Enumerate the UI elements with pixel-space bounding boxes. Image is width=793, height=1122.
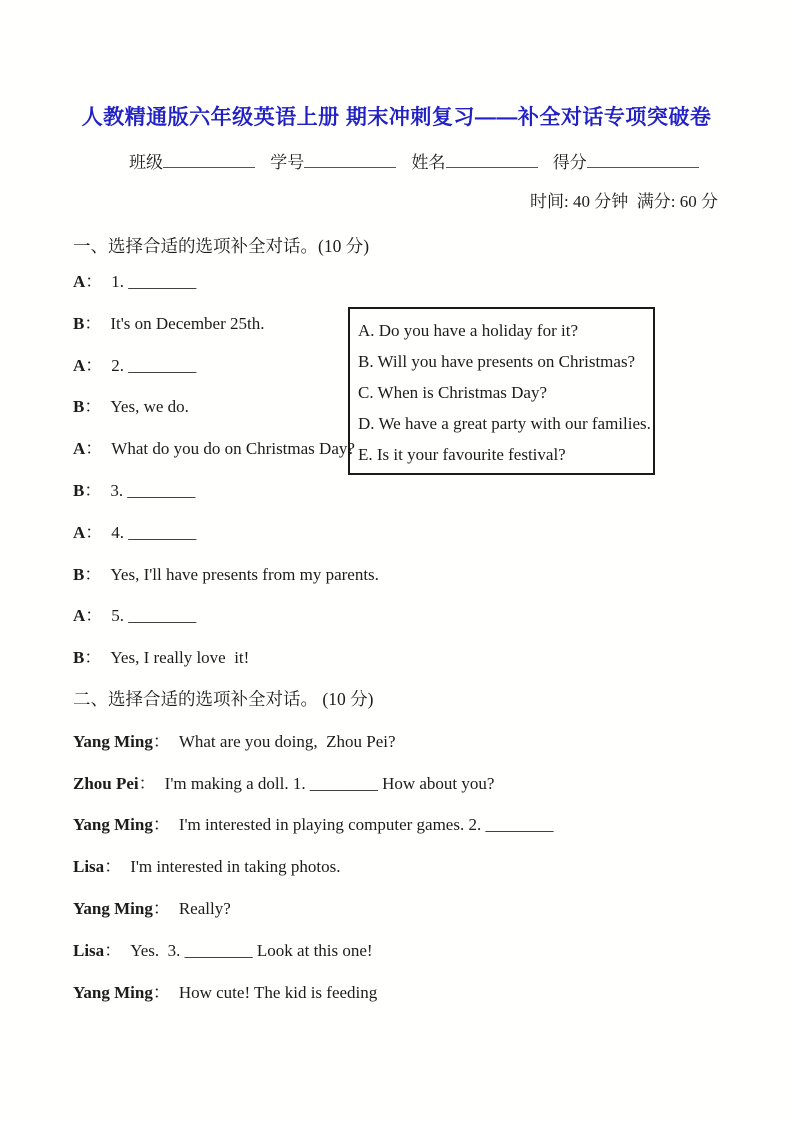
speaker-label: Yang Ming (73, 815, 153, 835)
option-item-c: C. When is Christmas Day? (358, 383, 548, 402)
speaker-label: B (73, 313, 85, 333)
speaker-label: B (73, 564, 85, 584)
speaker-colon: ： (152, 898, 170, 918)
student-info-row (129, 148, 699, 173)
speaker-colon: ： (84, 397, 102, 417)
field-score-blank-line (587, 152, 699, 168)
dialogue-text: Yes. 3. ________ Look at this one! (130, 940, 373, 960)
speaker-colon: ： (85, 439, 103, 459)
field-student-number (270, 148, 396, 173)
dialogue-text: What are you doing, Zhou Pei? (178, 731, 396, 751)
speaker-colon: ： (84, 648, 102, 668)
dialogue-line (73, 261, 763, 303)
speaker-label: Lisa (73, 857, 105, 877)
field-class-blank-line (163, 152, 255, 168)
dialogue-line (73, 721, 763, 763)
field-name-label: 姓名 (411, 153, 446, 172)
dialogue-line (73, 637, 763, 679)
speaker-colon: ： (152, 982, 170, 1002)
speaker-label: A (73, 355, 86, 375)
dialogue-text: 1. ________ (111, 272, 197, 291)
speaker-colon: ： (138, 773, 156, 793)
dialogue-line (73, 930, 763, 972)
dialogue-line (73, 512, 763, 554)
speaker-colon: ： (84, 564, 102, 584)
field-class-label: 班级 (129, 153, 163, 172)
option-item-e: E. Is it your favourite festival? (358, 445, 566, 464)
speaker-label: Yang Ming (73, 982, 153, 1002)
dialogue-line (73, 470, 763, 512)
speaker-label: Yang Ming (73, 898, 153, 918)
field-name-blank-line (446, 152, 538, 168)
dialogue-text: 2. ________ (111, 355, 197, 375)
speaker-colon: ： (104, 857, 122, 877)
dialogue-text: I'm making a doll. 1. ________ How about you? (164, 773, 495, 793)
speaker-colon: ： (85, 522, 103, 542)
field-student-number-blank-line (304, 152, 396, 168)
section2-heading-text: 二、选择合适的选项补全对话。 (10 分) (73, 688, 374, 709)
speaker-colon: ： (85, 272, 103, 291)
option-item-d: D. We have a great party with our families. (358, 414, 651, 433)
dialogue-line (73, 554, 763, 596)
option-item-a: A. Do you have a holiday for it? (358, 321, 578, 340)
dialogue-line (73, 345, 763, 387)
speaker-label: A (73, 606, 86, 626)
speaker-colon: ： (152, 731, 170, 751)
section1-heading: 一、选择合适的选项补全对话。(10 分) (73, 236, 370, 256)
dialogue-content (73, 261, 763, 1013)
field-score (553, 148, 699, 173)
page-title: 人教精通版六年级英语上册 期末冲刺复习——补全对话专项突破卷 (81, 106, 712, 129)
speaker-label: Yang Ming (73, 731, 153, 751)
dialogue-line (73, 804, 763, 846)
dialogue-text: Yes, I really love it! (110, 648, 250, 668)
dialogue-line (73, 846, 763, 888)
dialogue-line (73, 888, 763, 930)
dialogue-text: How cute! The kid is feeding (178, 982, 378, 1002)
dialogue-text: It's on December 25th. (110, 313, 265, 333)
dialogue-text: Yes, we do. (110, 397, 189, 417)
dialogue-line (73, 303, 763, 345)
dialogue-text: I'm interested in playing computer games. 2. ________ (178, 815, 554, 835)
dialogue-text: 3. ________ (110, 480, 196, 500)
dialogue-line (73, 386, 763, 428)
field-name (412, 148, 538, 173)
speaker-colon: ： (152, 815, 170, 835)
speaker-label: B (73, 480, 85, 500)
speaker-colon: ： (85, 606, 103, 626)
dialogue-text: 5. ________ (111, 606, 197, 626)
field-score-label: 得分 (552, 153, 587, 172)
speaker-label: Zhou Pei (73, 773, 139, 793)
time-and-total-score: 时间: 40 分钟 满分: 60 分 (530, 192, 718, 211)
speaker-label: A (73, 272, 86, 291)
dialogue-line (73, 763, 763, 805)
speaker-colon: ： (84, 480, 102, 500)
dialogue-line (73, 595, 763, 637)
speaker-colon: ： (104, 940, 122, 960)
speaker-label: A (73, 522, 86, 542)
dialogue-text: Yes, I'll have presents from my parents. (110, 564, 379, 584)
dialogue-line (73, 972, 763, 1014)
speaker-label: B (73, 397, 85, 417)
field-student-number-label: 学号 (270, 153, 305, 172)
dialogue-text: I'm interested in taking photos. (130, 857, 341, 877)
speaker-label: B (73, 648, 85, 668)
section2-heading (73, 679, 763, 721)
dialogue-text: 4. ________ (111, 522, 197, 542)
field-class (129, 148, 255, 173)
speaker-colon: ： (84, 313, 102, 333)
dialogue-line (73, 428, 763, 470)
dialogue-text: Really? (178, 898, 231, 918)
dialogue-text: What do you do on Christmas Day? (111, 439, 355, 459)
speaker-label: Lisa (73, 940, 105, 960)
speaker-colon: ： (85, 355, 103, 375)
speaker-label: A (73, 439, 86, 459)
option-item-b: B. Will you have presents on Christmas? (358, 352, 636, 371)
